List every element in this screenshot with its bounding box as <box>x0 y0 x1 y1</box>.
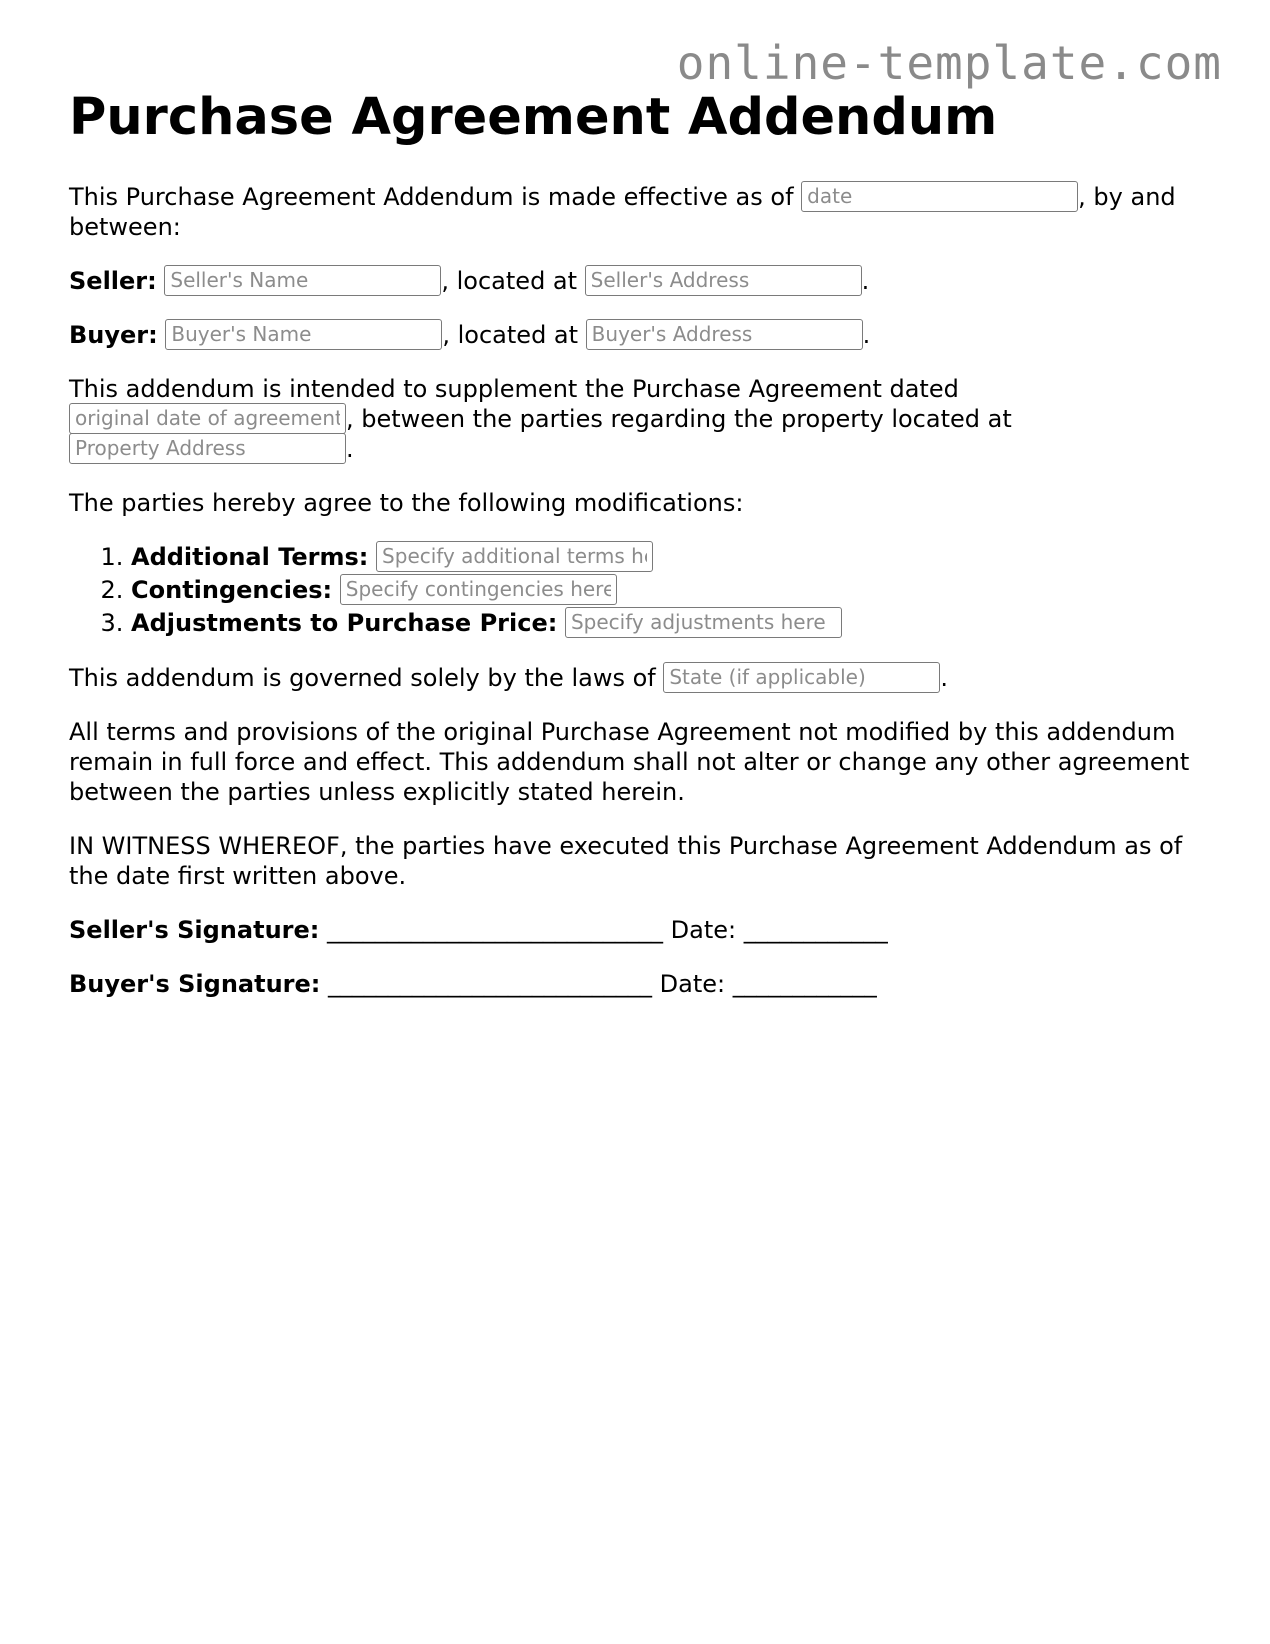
seller-date-blank: ____________ <box>743 916 888 944</box>
buyer-line <box>69 320 1201 350</box>
modification-label: Additional Terms: <box>131 543 369 571</box>
buyer-line-end: . <box>862 321 871 349</box>
governing-end: . <box>940 664 948 692</box>
seller-name-field[interactable] <box>164 265 441 296</box>
seller-line-end: . <box>861 267 870 295</box>
list-item <box>131 575 1201 606</box>
buyer-date-label: Date: <box>659 970 733 998</box>
seller-date-label: Date: <box>670 916 744 944</box>
terms-paragraph: All terms and provisions of the original Purchase Agreement not modified by this addendum remain in full force and effect. This addendum shall not alter or change any other agreement between the parties unless explicitly stated herein. <box>69 718 1190 806</box>
seller-signature-blank: ____________________________ <box>319 916 671 944</box>
page-title: Purchase Agreement Addendum <box>69 88 998 147</box>
buyer-signature-blank: ___________________________ <box>320 970 660 998</box>
state-field[interactable] <box>663 662 940 693</box>
witness-paragraph: IN WITNESS WHEREOF, the parties have executed this Purchase Agreement Addendum as of the date first written above. <box>69 832 1183 890</box>
buyer-label: Buyer: <box>69 321 158 349</box>
intro-text: This Purchase Agreement Addendum is made effective as of <box>69 183 802 211</box>
modifications-list <box>69 542 1201 639</box>
buyer-located-text: , located at <box>442 321 586 349</box>
supplement-end: . <box>346 435 354 463</box>
buyer-address-field[interactable] <box>586 319 863 350</box>
seller-located-text: , located at <box>441 267 585 295</box>
effective-date-field[interactable] <box>801 181 1078 212</box>
additional-terms-field[interactable] <box>376 541 653 572</box>
list-item <box>131 608 1201 639</box>
intro-paragraph <box>69 182 1201 242</box>
intro-text-end: , by and between: <box>69 183 1176 241</box>
supplement-text-1: This addendum is intended to supplement the Purchase Agreement dated <box>69 375 959 403</box>
supplement-paragraph <box>69 374 1201 464</box>
supplement-text-2: , between the parties regarding the property located at <box>346 405 1012 433</box>
buyer-name-field[interactable] <box>165 319 442 350</box>
property-address-field[interactable] <box>69 433 346 464</box>
seller-label: Seller: <box>69 267 157 295</box>
buyer-signature-line <box>69 969 1201 999</box>
governing-law-line <box>69 663 1201 693</box>
buyer-signature-label: Buyer's Signature: <box>69 970 321 998</box>
modification-label: Adjustments to Purchase Price: <box>131 609 558 637</box>
seller-address-field[interactable] <box>585 265 862 296</box>
seller-line <box>69 266 1201 296</box>
governing-text: This addendum is governed solely by the laws of <box>69 664 664 692</box>
contingencies-field[interactable] <box>340 574 617 605</box>
document-page <box>69 84 1201 1023</box>
modifications-intro: The parties hereby agree to the following modifications: <box>69 489 744 517</box>
buyer-date-blank: ____________ <box>732 970 877 998</box>
price-adjustments-field[interactable] <box>565 607 842 638</box>
seller-signature-label: Seller's Signature: <box>69 916 320 944</box>
original-date-field[interactable] <box>69 403 346 434</box>
modification-label: Contingencies: <box>131 576 333 604</box>
list-item <box>131 542 1201 573</box>
seller-signature-line <box>69 915 1201 945</box>
watermark: online-template.com <box>676 36 1222 90</box>
